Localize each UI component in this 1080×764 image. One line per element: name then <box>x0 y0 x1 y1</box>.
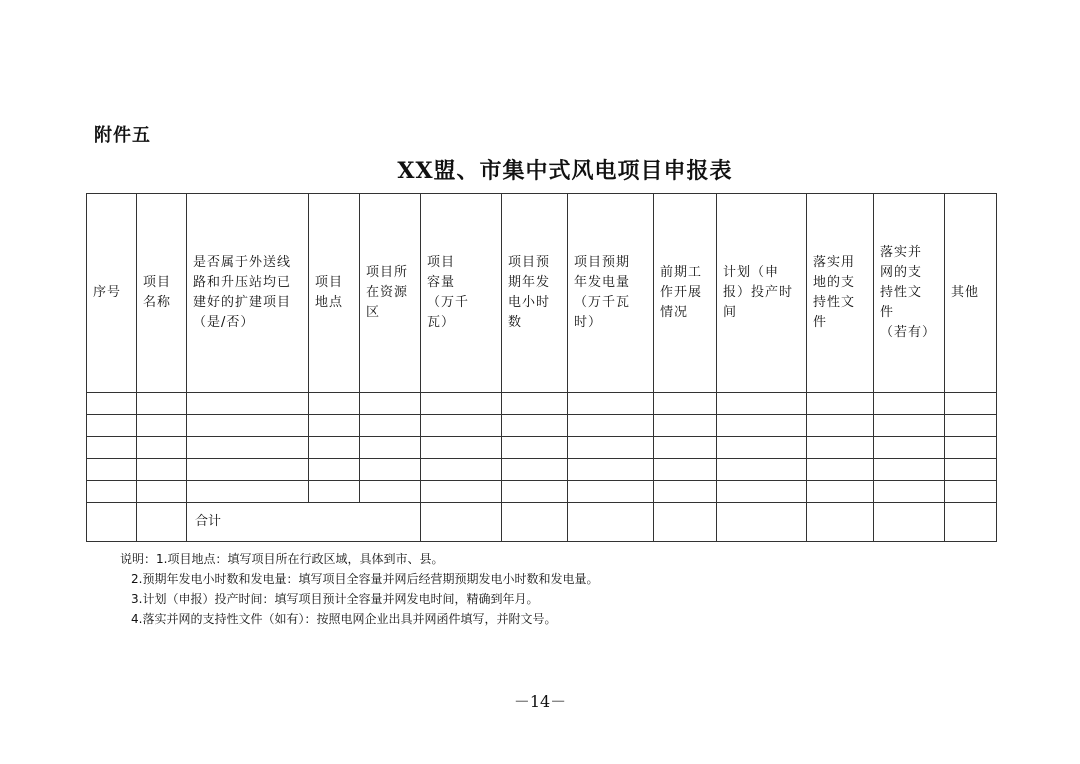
total-label: 合计 <box>187 503 421 542</box>
header-text: 项目 地点 <box>315 275 344 310</box>
application-table <box>86 193 997 542</box>
header-cell <box>87 194 137 393</box>
page-number: －14－ <box>513 692 567 711</box>
header-cell <box>568 194 654 393</box>
header-cell <box>421 194 502 393</box>
note-item: 说明：1.项目地点：填写项目所在行政区域，具体到市、县。 <box>120 552 444 566</box>
header-text: 计划（申 报）投产时 间 <box>723 265 794 320</box>
header-cell <box>654 194 717 393</box>
header-cell <box>360 194 421 393</box>
header-row <box>87 194 997 393</box>
note-item: 4.落实并网的支持性文件（如有）：按照电网企业出具并网函件填写，并附文号。 <box>131 612 557 626</box>
table-row <box>87 393 997 415</box>
header-cell <box>807 194 874 393</box>
header-text: 项目预期 年发电量 （万千瓦 时） <box>574 255 631 330</box>
header-text: 序号 <box>93 285 122 300</box>
header-cell <box>502 194 568 393</box>
header-cell <box>717 194 807 393</box>
note-item: 3.计划（申报）投产时间：填写项目预计全容量并网发电时间，精确到年月。 <box>131 592 539 606</box>
table-row <box>87 437 997 459</box>
header-text: 项目 容量 （万千 瓦） <box>427 255 470 330</box>
header-cell <box>137 194 187 393</box>
table-row <box>87 459 997 481</box>
header-text: 其他 <box>951 285 980 300</box>
form-title: XX盟、市集中式风电项目申报表 <box>397 158 733 184</box>
table-row <box>87 415 997 437</box>
header-cell <box>309 194 360 393</box>
header-text: 落实用 地的支 持性文 件 <box>813 255 856 330</box>
header-cell <box>945 194 997 393</box>
header-text: 前期工 作开展 情况 <box>660 265 703 320</box>
header-text: 是否属于外送线 路和升压站均已 建好的扩建项目 （是/否） <box>193 255 292 330</box>
header-cell <box>874 194 945 393</box>
attachment-label: 附件五 <box>94 125 151 146</box>
header-text: 落实并 网的支 持性文 件 （若有） <box>880 245 937 340</box>
notes <box>120 549 598 629</box>
note-item: 2.预期年发电小时数和发电量：填写项目全容量并网后经营期预期发电小时数和发电量。 <box>131 572 599 586</box>
header-cell <box>187 194 309 393</box>
header-text: 项目 名称 <box>143 275 172 310</box>
total-row <box>87 503 997 542</box>
header-text: 项目预 期年发 电小时 数 <box>508 255 551 330</box>
header-text: 项目所 在资源 区 <box>366 265 409 320</box>
table-row <box>87 481 997 503</box>
